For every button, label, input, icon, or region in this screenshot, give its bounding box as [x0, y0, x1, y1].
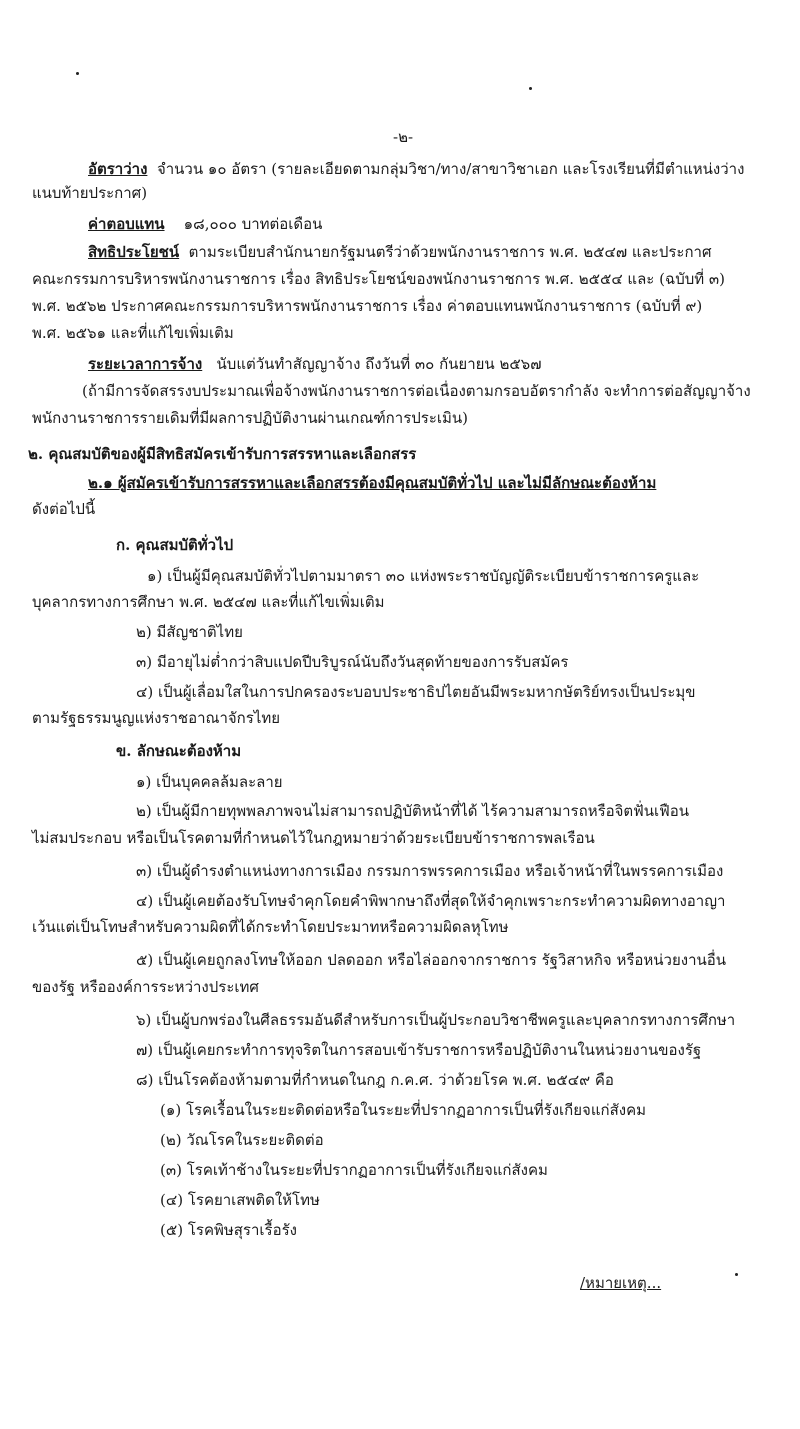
prohibited-item: ๓) เป็นผู้ดำรงตำแหน่งทางการเมือง กรรมการพรรคการเมือง หรือเจ้าหน้าที่ในพรรคการเมือง	[136, 862, 724, 880]
disease-item: (๓) โรคเท้าช้างในระยะที่ปรากฏอาการเป็นที่รังเกียจแก่สังคม	[160, 1161, 548, 1179]
general-item: ๑) เป็นผู้มีคุณสมบัติทั่วไปตามมาตรา ๓๐ แห่งพระราชบัญญัติระเบียบข้าราชการครูและ	[147, 567, 700, 585]
disease-item: (๑) โรคเรื้อนในระยะติดต่อหรือในระยะที่ปรากฏอาการเป็นที่รังเกียจแก่สังคม	[160, 1101, 646, 1119]
general-item: ตามรัฐธรรมนูญแห่งราชอาณาจักรไทย	[32, 709, 281, 727]
benefits-line-3: พ.ศ. ๒๕๖๑ และที่แก้ไขเพิ่มเติม	[32, 324, 234, 342]
benefits-text: ตามระเบียบสำนักนายกรัฐมนตรีว่าด้วยพนักงานราชการ พ.ศ. ๒๕๔๗ และประกาศ	[188, 243, 712, 261]
general-item: ๔) เป็นผู้เลื่อมใสในการปกครองระบอบประชาธิปไตยอันมีพระมหากษัตริย์ทรงเป็นประมุข	[136, 683, 696, 701]
employment-period-line	[88, 355, 541, 374]
prohibited-item: ๗) เป็นผู้เคยกระทำการทุจริตในการสอบเข้ารับราชการหรือปฏิบัติงานในหน่วยงานของรัฐ	[136, 1041, 702, 1059]
benefits-line-2: พ.ศ. ๒๕๖๒ ประกาศคณะกรรมการบริหารพนักงานราชการ เรื่อง ค่าตอบแทนพนักงานราชการ (ฉบับที่ ๙)	[32, 297, 703, 315]
prohibited-item: ๔) เป็นผู้เคยต้องรับโทษจำคุกโดยคำพิพากษาถึงที่สุดให้จำคุกเพราะกระทำความผิดทางอาญา	[136, 892, 726, 910]
vacancy-label: อัตราว่าง	[88, 160, 148, 178]
prohibited-item: ๖) เป็นผู้บกพร่องในศีลธรรมอันดีสำหรับการเป็นผู้ประกอบวิชาชีพครูและบุคลากรทางการศึกษา	[136, 1011, 736, 1029]
prohibited-item: ๘) เป็นโรคต้องห้ามตามที่กำหนดในกฎ ก.ค.ศ. ว่าด้วยโรค พ.ศ. ๒๕๔๙ คือ	[136, 1071, 614, 1089]
scan-speck	[735, 1273, 738, 1276]
disease-item: (๔) โรคยาเสพติดให้โทษ	[160, 1191, 320, 1209]
prohibited-item: ไม่สมประกอบ หรือเป็นโรคตามที่กำหนดไว้ในกฎหมายว่าด้วยระเบียบข้าราชการพลเรือน	[32, 829, 595, 847]
section-2-1-heading: ๒.๑ ผู้สมัครเข้ารับการสรรหาและเลือกสรรต้องมีคุณสมบัติทั่วไป และไม่มีลักษณะต้องห้าม	[88, 474, 657, 492]
vacancy-text-cont: แนบท้ายประกาศ)	[32, 184, 148, 202]
employment-period-text: นับแต่วันทำสัญญาจ้าง ถึงวันที่ ๓๐ กันยายน ๒๕๖๗	[216, 355, 542, 373]
footer-continuation: /หมายเหตุ...	[580, 1274, 662, 1292]
page-number: -๒-	[393, 128, 414, 146]
prohibited-item: ๑) เป็นบุคคลล้มละลาย	[136, 773, 283, 791]
prohibited-item: เว้นแต่เป็นโทษสำหรับความผิดที่ได้กระทำโดยประมาทหรือความผิดลหุโทษ	[32, 918, 509, 936]
scan-speck	[529, 87, 532, 90]
compensation-line	[88, 215, 322, 234]
vacancy-line	[88, 160, 744, 179]
vacancy-text: จำนวน ๑๐ อัตรา (รายละเอียดตามกลุ่มวิชา/ทาง/สาขาวิชาเอก และโรงเรียนที่มีตำแหน่งว่าง	[156, 160, 745, 178]
general-item: ๓) มีอายุไม่ต่ำกว่าสิบแปดปีบริบูรณ์นับถึงวันสุดท้ายของการรับสมัคร	[136, 653, 569, 671]
employment-note-2: พนักงานราชการรายเดิมที่มีผลการปฏิบัติงานผ่านเกณฑ์การประเมิน)	[32, 409, 469, 427]
employment-period-label: ระยะเวลาการจ้าง	[88, 355, 203, 373]
prohibited-item: ๕) เป็นผู้เคยถูกลงโทษให้ออก ปลดออก หรือไล่ออกจากราชการ รัฐวิสาหกิจ หรือหน่วยงานอื่น	[136, 951, 727, 969]
general-item: ๒) มีสัญชาติไทย	[136, 623, 243, 641]
compensation-label: ค่าตอบแทน	[88, 215, 165, 233]
disease-item: (๒) วัณโรคในระยะติดต่อ	[160, 1131, 324, 1149]
compensation-text: ๑๘,๐๐๐ บาทต่อเดือน	[183, 215, 323, 233]
general-item: บุคลากรทางการศึกษา พ.ศ. ๒๕๔๗ และที่แก้ไขเพิ่มเติม	[32, 593, 385, 611]
benefits-line-1: คณะกรรมการบริหารพนักงานราชการ เรื่อง สิทธิประโยชน์ของพนักงานราชการ พ.ศ. ๒๕๕๔ และ (ฉบับที่ ๓)	[32, 270, 725, 288]
benefits-label: สิทธิประโยชน์	[88, 243, 180, 261]
prohibited-item: ๒) เป็นผู้มีกายทุพพลภาพจนไม่สามารถปฏิบัติหน้าที่ได้ ไร้ความสามารถหรือจิตฟั่นเฟือน	[136, 802, 690, 820]
prohibited-item: ของรัฐ หรือองค์การระหว่างประเทศ	[32, 978, 259, 996]
general-qualifications-heading: ก. คุณสมบัติทั่วไป	[116, 536, 234, 554]
disease-item: (๕) โรคพิษสุราเรื้อรัง	[160, 1221, 297, 1239]
section-2-1-heading-cont: ดังต่อไปนี้	[32, 500, 96, 518]
section-2-heading: ๒. คุณสมบัติของผู้มีสิทธิสมัครเข้ารับการสรรหาและเลือกสรร	[28, 445, 417, 463]
prohibited-heading: ข. ลักษณะต้องห้าม	[116, 742, 242, 760]
benefits-line	[88, 243, 711, 262]
employment-note-1: (ถ้ามีการจัดสรรงบประมาณเพื่อจ้างพนักงานราชการต่อเนื่องตามกรอบอัตรากำลัง จะทำการต่อสัญญาจ้าง	[82, 382, 751, 400]
scan-speck	[76, 72, 79, 75]
